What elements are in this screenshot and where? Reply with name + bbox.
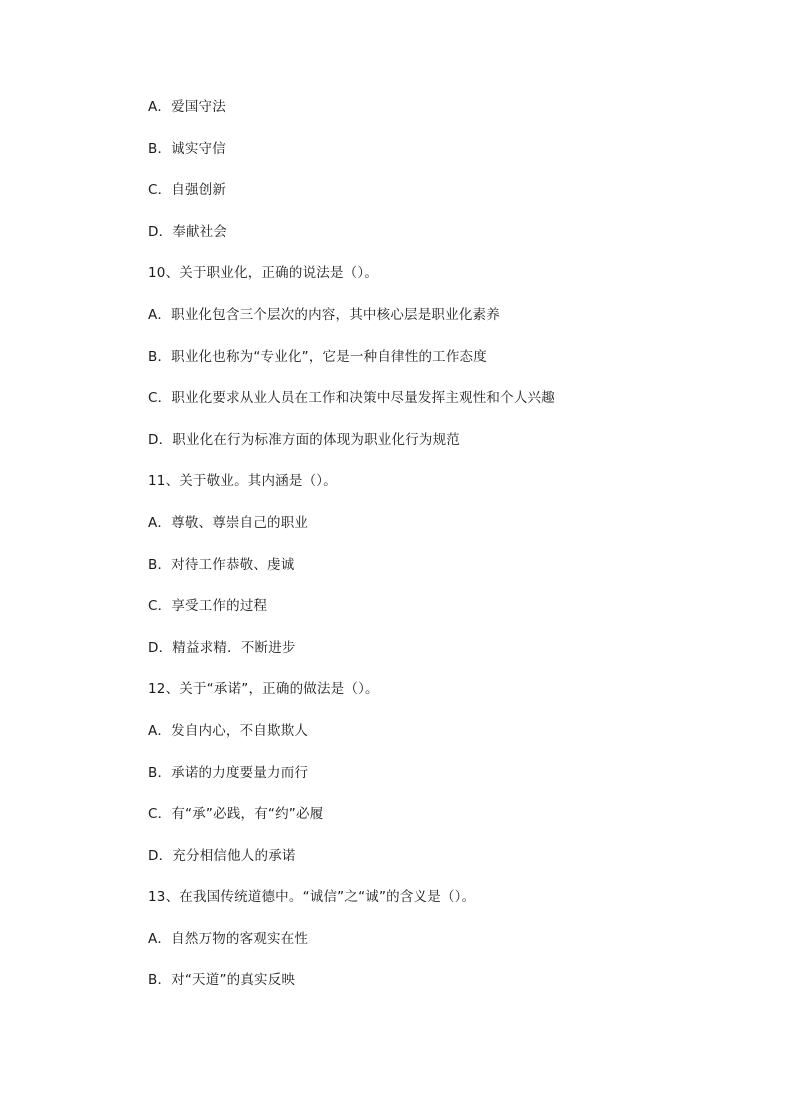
option-line: B．对“天道”的真实反映: [148, 972, 296, 989]
option-line: B．诚实守信: [148, 140, 226, 157]
option-line: B．职业化也称为“专业化”，它是一种自律性的工作态度: [148, 348, 487, 365]
option-line: A．发自内心，不自欺欺人: [148, 722, 309, 739]
option-line: B．承诺的力度要量力而行: [148, 764, 309, 781]
option-line: B．对待工作恭敬、虔诚: [148, 556, 295, 573]
option-line: A．爱国守法: [148, 99, 226, 115]
question-line: 13、在我国传统道德中。“诚信”之“诚”的含义是（）。: [148, 889, 476, 906]
question-line: 12、关于“承诺”，正确的做法是（）。: [148, 681, 379, 698]
option-line: C．有“承”必践，有“约”必履: [148, 806, 324, 823]
option-line: D．奉献社会: [148, 223, 228, 240]
option-line: C．享受工作的过程: [148, 598, 268, 615]
option-line: D．职业化在行为标准方面的体现为职业化行为规范: [148, 431, 460, 448]
question-line: 10、关于职业化，正确的说法是（）。: [148, 265, 379, 282]
option-line: A．尊敬、尊崇自己的职业: [148, 514, 309, 531]
option-line: C．自强创新: [148, 182, 227, 199]
option-line: C．职业化要求从业人员在工作和决策中尽量发挥主观性和个人兴趣: [148, 390, 555, 407]
option-line: D．精益求精．不断进步: [148, 639, 296, 656]
question-line: 11、关于敬业。其内涵是（）。: [148, 473, 337, 490]
option-line: A．自然万物的客观实在性: [148, 930, 309, 947]
option-line: D．充分相信他人的承诺: [148, 847, 296, 864]
question-list: [148, 96, 748, 1011]
option-line: A．职业化包含三个层次的内容，其中核心层是职业化素养: [148, 306, 500, 323]
